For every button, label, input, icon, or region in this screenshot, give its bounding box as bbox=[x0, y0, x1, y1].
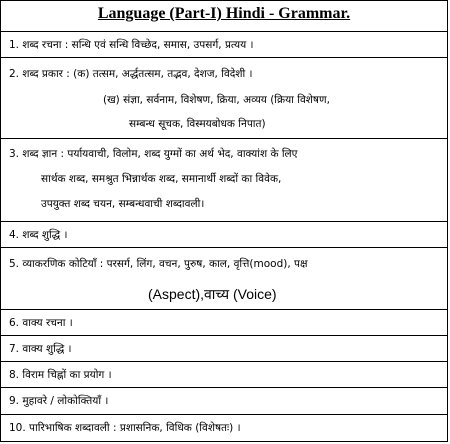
syllabus-item-2 bbox=[1, 57, 447, 139]
syllabus-item-3 bbox=[1, 138, 447, 222]
syllabus-item-7 bbox=[1, 335, 447, 362]
item-5-line-1: 5. व्याकरणिक कोटियाँ : परसर्ग, लिंग, वचन, पुरुष, काल, वृत्ति(mood), पक्ष bbox=[9, 258, 308, 270]
item-9-line-1: 9. मुहावरे / लोकोक्तियाँ । bbox=[9, 395, 109, 407]
item-10-line-1: 10. पारिभाषिक शब्दावली : प्रशासनिक, विधिक (विशेषतः) । bbox=[9, 422, 241, 434]
item-2-line-2: (ख) संज्ञा, सर्वनाम, विशेषण, क्रिया, अव्यय (क्रिया विशेषण, bbox=[103, 94, 330, 106]
syllabus-item-8 bbox=[1, 361, 447, 388]
item-6-line-1: 6. वाक्य रचना । bbox=[9, 317, 73, 329]
item-8-line-1: 8. विराम चिह्नों का प्रयोग । bbox=[9, 369, 112, 381]
syllabus-item-9 bbox=[1, 387, 447, 415]
item-1-line-1: 1. शब्द रचना : सन्धि एवं सन्धि विच्छेद, समास, उपसर्ग, प्रत्यय । bbox=[9, 39, 254, 51]
item-3-line-3: उपयुक्त शब्द चयन, सम्बन्धवाची शब्दावली। bbox=[41, 198, 205, 210]
syllabus-item-5 bbox=[1, 247, 447, 310]
syllabus-item-4 bbox=[1, 221, 447, 248]
syllabus-item-6 bbox=[1, 309, 447, 336]
item-4-line-1: 4. शब्द शुद्धि । bbox=[9, 229, 68, 241]
item-7-line-1: 7. वाक्य शुद्धि । bbox=[9, 343, 72, 355]
item-5-line-2: (Aspect),वाच्य (Voice) bbox=[148, 286, 277, 302]
syllabus-item-10 bbox=[1, 414, 447, 442]
syllabus-item-1 bbox=[1, 31, 447, 58]
item-2-line-1: 2. शब्द प्रकार : (क) तत्सम, अर्द्धतत्सम, तद्भव, देशज, विदेशी । bbox=[9, 68, 253, 80]
syllabus-title: Language (Part-I) Hindi - Grammar. bbox=[97, 5, 351, 22]
item-2-line-3: सम्बन्ध सूचक, विस्मयबोधक निपात) bbox=[129, 118, 266, 130]
item-3-line-1: 3. शब्द ज्ञान : पर्यायवाची, विलोम, शब्द युग्मों का अर्थ भेद, वाक्यांश के लिए bbox=[9, 148, 298, 160]
item-3-line-2: सार्थक शब्द, समश्रुत भिन्नार्थक शब्द, समानार्थी शब्दों का विवेक, bbox=[41, 173, 282, 185]
